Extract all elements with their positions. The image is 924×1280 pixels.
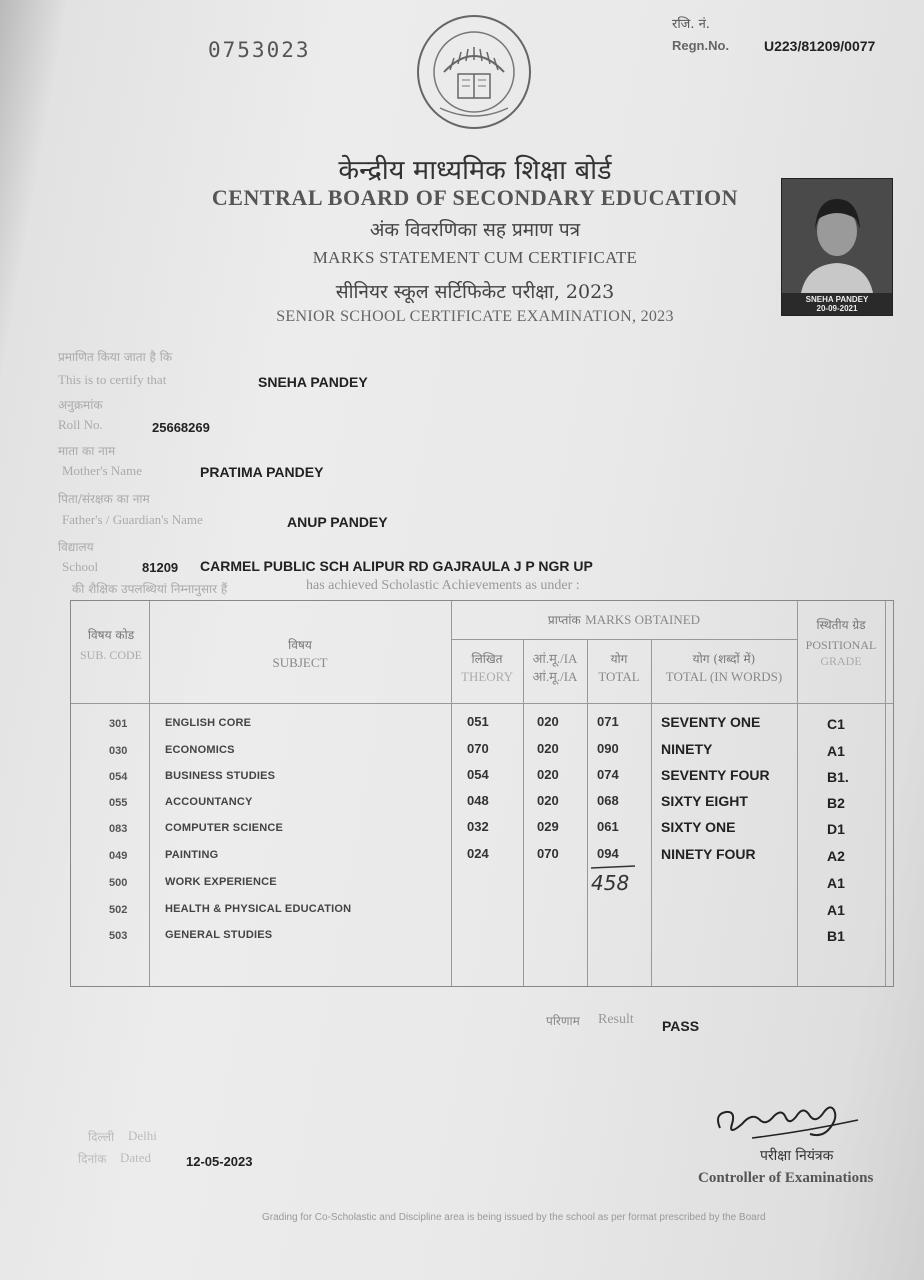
positional-grade: B2 [827, 795, 845, 811]
subject-code: 503 [109, 930, 128, 942]
positional-grade: A1 [827, 902, 845, 918]
roll-label-hindi: अनुक्रमांक [58, 398, 103, 412]
subject-name: ENGLISH CORE [165, 717, 252, 729]
exam-title-hindi: सीनियर स्कूल सर्टिफिकेट परीक्षा, 2023 [335, 281, 615, 303]
practical-marks: 070 [537, 846, 559, 861]
total-underline-icon [589, 865, 639, 871]
total-marks: 090 [597, 741, 619, 756]
photo-caption-name: SNEHA PANDEY [805, 295, 869, 304]
subject-name: COMPUTER SCIENCE [165, 822, 284, 834]
controller-title: Controller of Examinations [698, 1170, 874, 1186]
total-marks: 074 [597, 767, 619, 782]
mother-name: PRATIMA PANDEY [200, 464, 324, 480]
theory-marks: 032 [467, 819, 489, 834]
father-label-hindi: पिता/संरक्षक का नाम [58, 492, 150, 506]
subject-name: BUSINESS STUDIES [165, 770, 276, 782]
practical-marks: 020 [537, 793, 559, 808]
photo-caption-date: 20-09-2021 [816, 304, 858, 313]
header-grade-2: GRADE [820, 654, 862, 668]
controller-title-hindi: परीक्षा नियंत्रक [760, 1148, 834, 1164]
positional-grade: C1 [827, 716, 845, 732]
total-in-words: NINETY FOUR [661, 846, 756, 862]
subject-code: 083 [109, 823, 128, 835]
subject-name: ACCOUNTANCY [165, 796, 253, 808]
doc-title-hindi: अंक विवरणिका सह प्रमाण पत्र [369, 219, 581, 241]
roll-label: Roll No. [58, 417, 103, 432]
total-in-words: SEVENTY FOUR [661, 767, 770, 783]
controller-signature-icon [712, 1094, 862, 1146]
practical-marks: 029 [537, 819, 559, 834]
marks-table [70, 600, 894, 987]
positional-grade: A1 [827, 875, 845, 891]
positional-grade: B1 [827, 928, 845, 944]
header-marks-hindi: प्राप्तांक [547, 613, 581, 627]
student-name: SNEHA PANDEY [258, 374, 368, 390]
school-name: CARMEL PUBLIC SCH ALIPUR RD GAJRAULA J P NGR UP [200, 558, 593, 574]
subject-name: GENERAL STUDIES [165, 929, 273, 941]
subject-code: 301 [109, 718, 128, 730]
result-value: PASS [662, 1018, 700, 1034]
subject-code: 049 [109, 850, 128, 862]
subject-code: 500 [109, 877, 128, 889]
subject-code: 030 [109, 745, 128, 757]
total-in-words: SIXTY EIGHT [661, 793, 748, 809]
board-name: CENTRAL BOARD OF SECONDARY EDUCATION [211, 185, 739, 210]
serial-number: 0753023 [208, 38, 311, 62]
header-marks-en: MARKS OBTAINED [585, 612, 701, 627]
practical-marks: 020 [537, 767, 559, 782]
total-marks: 061 [597, 819, 619, 834]
subject-code: 502 [109, 904, 128, 916]
theory-marks: 054 [467, 767, 489, 782]
handwritten-total: 458 [591, 871, 630, 895]
school-code: 81209 [142, 560, 179, 575]
exam-title: SENIOR SCHOOL CERTIFICATE EXAMINATION, 2023 [276, 308, 674, 325]
total-in-words: SIXTY ONE [661, 819, 736, 835]
theory-marks: 070 [467, 741, 489, 756]
header-grade-1: POSITIONAL [805, 638, 877, 652]
subject-name: PAINTING [165, 849, 219, 861]
subject-name: WORK EXPERIENCE [165, 876, 277, 888]
theory-marks: 048 [467, 793, 489, 808]
header-marks [453, 611, 795, 629]
positional-grade: B1. [827, 769, 849, 785]
cbse-logo-icon [414, 12, 534, 132]
theory-marks: 051 [467, 714, 489, 729]
subject-name: HEALTH & PHYSICAL EDUCATION [165, 903, 352, 915]
certify-label: This is to certify that [58, 372, 167, 387]
mother-label: Mother's Name [62, 463, 142, 478]
place-hindi: दिल्ली [88, 1130, 115, 1144]
header-theory: THEORY [461, 669, 513, 684]
subject-code: 055 [109, 797, 128, 809]
result-label: Result [598, 1012, 634, 1027]
header-practical-ia: आं.मू./IA [532, 669, 578, 684]
total-in-words: NINETY [661, 741, 713, 757]
total-marks: 071 [597, 714, 619, 729]
practical-marks: 020 [537, 741, 559, 756]
father-name: ANUP PANDEY [287, 514, 388, 530]
header-code-hindi: विषय कोड [87, 628, 135, 642]
regn-label: Regn.No. [672, 38, 730, 53]
header-practical: आं.मू./IA [532, 651, 578, 666]
positional-grade: D1 [827, 821, 845, 837]
achieved-label: has achieved Scholastic Achievements as under : [306, 578, 580, 593]
doc-title: MARKS STATEMENT CUM CERTIFICATE [312, 248, 638, 267]
total-marks: 068 [597, 793, 619, 808]
dated-label: Dated [120, 1150, 152, 1165]
positional-grade: A1 [827, 743, 845, 759]
roll-number: 25668269 [152, 420, 210, 435]
header-words-hindi: योग (शब्दों में) [692, 652, 756, 666]
father-label: Father's / Guardian's Name [62, 512, 203, 527]
certify-label-hindi: प्रमाणित किया जाता है कि [58, 350, 173, 364]
header-words: TOTAL (IN WORDS) [665, 669, 783, 684]
dated-label-hindi: दिनांक [78, 1152, 107, 1166]
header-theory-hindi: लिखित [471, 652, 503, 666]
mother-label-hindi: माता का नाम [58, 444, 116, 458]
header-code: SUB. CODE [79, 648, 142, 662]
board-name-hindi: केन्द्रीय माध्यमिक शिक्षा बोर्ड [338, 155, 612, 186]
practical-marks: 020 [537, 714, 559, 729]
result-label-hindi: परिणाम [546, 1014, 580, 1028]
school-label: School [62, 559, 99, 574]
place: Delhi [128, 1128, 157, 1143]
achieved-label-hindi: की शैक्षिक उपलब्धियां निम्नानुसार हैं [72, 582, 228, 596]
school-label-hindi: विद्यालय [58, 540, 94, 554]
student-photo [781, 178, 893, 316]
header-subject: SUBJECT [272, 655, 328, 670]
footer-note: Grading for Co-Scholastic and Discipline area is being issued by the school as per format prescribed by the Board [262, 1212, 766, 1223]
regn-number: U223/81209/0077 [764, 38, 876, 54]
subject-name: ECONOMICS [165, 744, 235, 756]
regn-label-hindi: रजि. नं. [672, 17, 710, 32]
theory-marks: 024 [467, 846, 489, 861]
header-subject-hindi: विषय [288, 638, 312, 652]
issue-date: 12-05-2023 [186, 1154, 253, 1169]
header-total: TOTAL [598, 669, 640, 684]
header-grade-hindi: स्थितीय ग्रेड [816, 618, 866, 632]
positional-grade: A2 [827, 848, 845, 864]
header-total-hindi: योग [610, 652, 628, 666]
total-marks: 094 [597, 846, 619, 861]
total-in-words: SEVENTY ONE [661, 714, 761, 730]
subject-code: 054 [109, 771, 128, 783]
